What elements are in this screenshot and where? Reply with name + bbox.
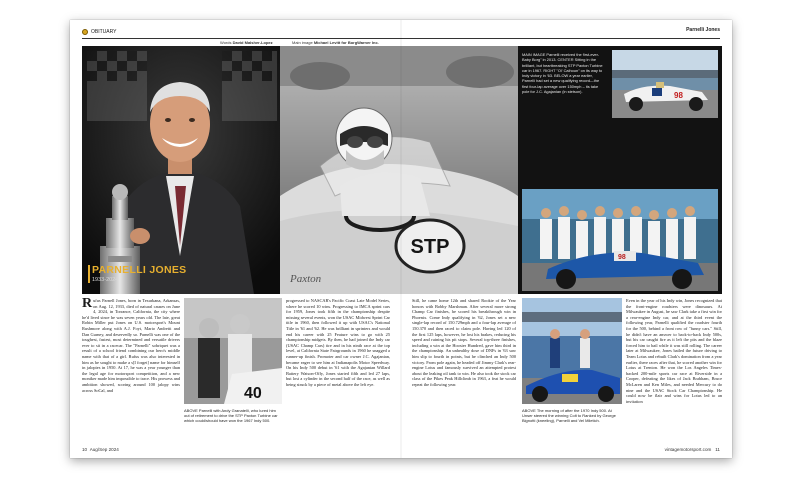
running-header-left	[82, 27, 116, 37]
footer-right	[665, 447, 720, 452]
page-number-left: 10	[82, 447, 88, 452]
name-block	[92, 264, 186, 283]
svg-text:98: 98	[674, 91, 683, 100]
words-credit: Words David Malsher-Lopez	[220, 40, 273, 45]
issue-date: Aug/Sep 2024	[89, 447, 119, 452]
spread-gutter	[400, 20, 402, 458]
svg-text:98: 98	[618, 254, 626, 261]
drop-cap: R	[82, 298, 93, 311]
hero-dates: 1933-2024	[92, 277, 119, 283]
svg-text:STP: STP	[410, 236, 450, 258]
footer-left	[82, 447, 119, 452]
portrait-photo	[82, 46, 280, 294]
inline-caption-left: ABOVE Parnelli with Andy Granatelli, who lured him out of retirement to drive the STP Paxton Turbine car which could/should have won the 1967 Indy 500.	[184, 408, 278, 424]
running-header-right: Parnelli Jones	[686, 27, 720, 33]
section-bullet-icon	[82, 29, 88, 35]
svg-text:Paxton: Paxton	[290, 273, 322, 285]
article-column-4: Even in the year of his Indy win, Jones recognized that the front-engine roadsters were dinosaurs. At Milwaukee in August, he saw Clark take a first win for a rear-engine Indy car, and at the third event the following year, Parnelli qualified the roadster fourth for the 500, behind a front row of "funny cars." Still, he didn't have an answer to back-to-back Indy 500s, but his car caught fire as it left the pits and the blaze forced him to bail while it was still rolling. The career later at Milwaukee, Jones bailed the future driving to Team Lotus and rebuilt Clark's domination from a year earlier, there races after that, he scored another win for Lotus at Trenton. He won the Los Angeles Times-backed 200-mile sports car race at Riverside in a Cooper, defeating the likes of Jack Brabham, Bruce McLaren and Ken Miles, and needed Mercury to do nine and the USAC Stock Car Championship. He could now be flair and wins for Lotus led to an invitation	[626, 298, 722, 404]
inline-caption-right: ABOVE The morning of after the 1970 Indy 500. At Unser steered the winning Colt to Ranked by George Bignotti (kneeling), Parnelli and Vel Miletich.	[522, 408, 616, 424]
page-number-right: 11	[715, 447, 720, 452]
thumb-indy-win-1963	[612, 50, 718, 118]
article-column-2: progressed to NASCAR's Pacific Coast Late Model Series, where he scored 10 wins. Progressing to IMCA sprint cars for 1959, Jones took fifth in the championship despite missing several events, won the USAC Midwest Sprint Car title in 1960, then followed it up with USAC's National Title in '61 and '62. He was brilliant in sprinters and would end his career with 25 Feature wins to go with 25 championship midgets. By then, he had joined the Indy car (USAC Champ Cars) tire and in his ninth race at the top level, at California State Fairgrounds in 1960 he snagged a runner-up finish. Promoter and car owner J.C. Agajanian, became eager to see him at Indianapolis Motor Speedway. On his Indy 500 debut in '61 with the Agajanian Willard Battery Watson-Offy, Jones started fifth and led 27 laps, but lost a cylinder in the second half of the race, as well as being struck by a piece of metal above the left eye.	[286, 298, 390, 387]
magazine-spread	[70, 20, 732, 458]
center-photo-turbine-car	[280, 46, 518, 294]
article-column-3: Still, he came home 12th and shared Rookie of the Year honors with Bobby Marshman. After several more strong Champ Car finishes, he scored his breakthrough win in Phoenix. Come Indy qualifying in '62, Jones set a new single-lap record of 150.729mph and a four-lap average of 150.370 and then raced to claim pole. Having led 120 of the first 125 laps, however, he lost his brakes, reducing his speed and ruining his pit stops. Several top-three finishes, including a win at the Hoosier Hundred, gave him third in the championship. An unhealthy dose of DNFs in '63 saw him slip to fourth in points, but he clinched an Indy 500 victory. From pole again, he headed off Jimmy Clark's rear-engine Lotus and famously survived an attempted protest about the leaking oil tank to win. He also took the stock car class of the Pikes Peak Hillclimb in 1963, a feat he would repeat the following year.	[412, 298, 516, 387]
section-label: OBITUARY	[91, 29, 117, 35]
site-url: vintagemotorsport.com	[664, 447, 712, 452]
inline-photo-1970-win	[522, 298, 622, 404]
name-accent-bar	[88, 265, 90, 283]
inline-photo-granatelli	[184, 298, 282, 404]
hero-name: PARNELLI JONES	[92, 264, 187, 276]
thumb-agajanian-team	[522, 189, 718, 291]
main-caption: MAIN IMAGE Parnelli received the first-ever-Baby Borg" in 2013. CENTER Sitting in the brilliant, but heartbreaking STP Paxton Turbine car in 1967. RIGHT "Ol' Calhoun" on its way to Indy victory in '63. BELOW a year earlier, Parnelli had set a new qualifying record—the first four-lap average over 150mph – its take pole for J.C. Agajanian (in stetson).	[522, 52, 603, 95]
image-credit: Main image Michael Levitt for BorgWarner Inc.	[292, 40, 379, 45]
article-column-1: Rufus Parnell Jones, born in Texarkana, Arkansas, on Aug. 12, 1933, died of natural causes on June 4, 2024, in Torrance, California, the city where he'd lived since he was seven years old. The late, great Robin Miller put Jones on U.S. motorsport's Mount Rushmore along with A.J. Foyt, Mario Andretti and Dan Gurney, and deservedly so. Parnelli was one of the toughest, fastest, most determined and versatile drivers ever to sit in a racecar. The "Parnelli" sobriquet was a result of a school friend combining our hero's middle name with that of a girl. Rufus was also interested in him as he sought to make a s[I forget] name for himself in jalopies in 1950. At 17, he was a year younger than the legal age for motorsport competition, and a new moniker made him impossible to trace. His prowess and ambition showed, scoring around 100 jalopy wins across SoCal, and	[82, 298, 180, 393]
photo-band	[82, 46, 722, 294]
svg-text:40: 40	[244, 385, 262, 402]
